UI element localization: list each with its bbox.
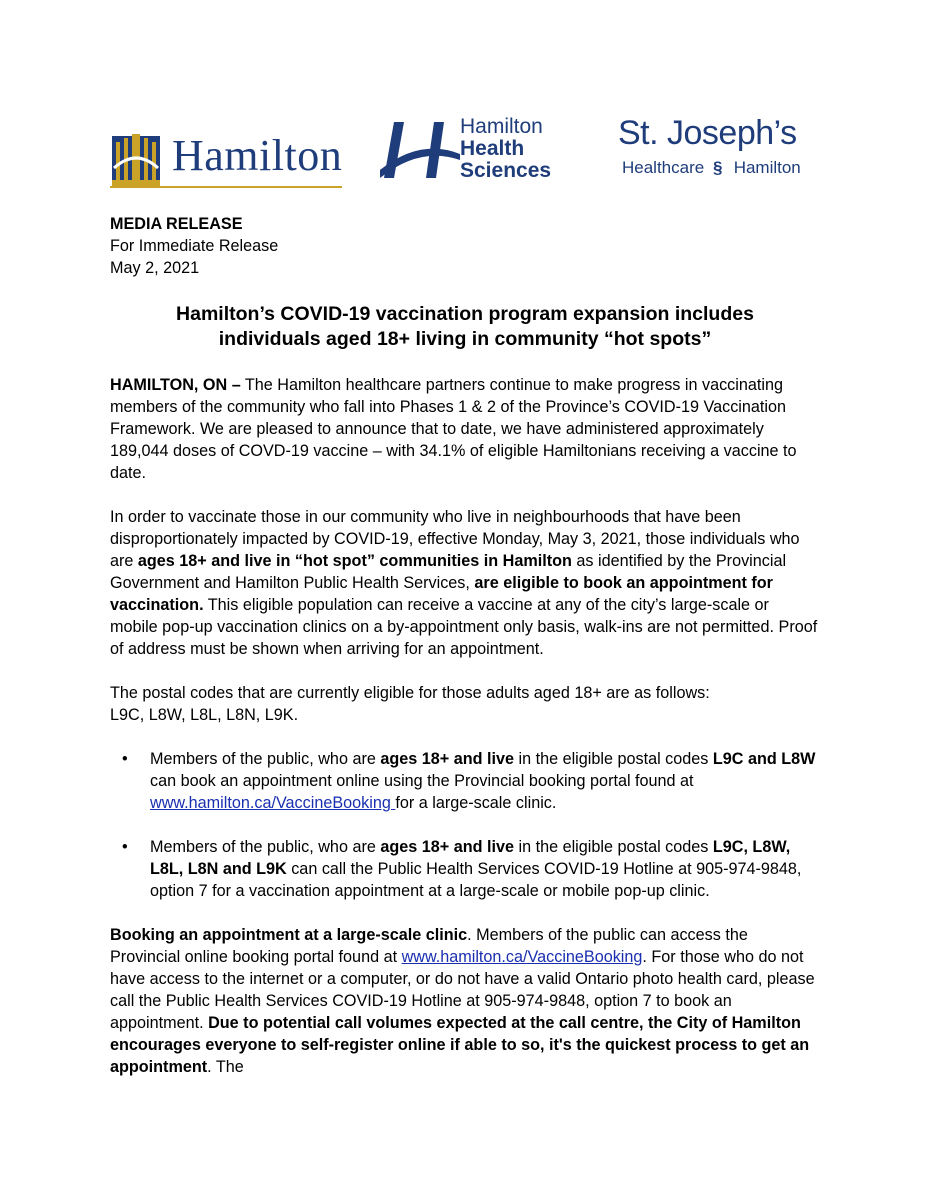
postal-codes-paragraph — [110, 682, 820, 726]
eligibility-paragraph — [110, 506, 820, 660]
hhs-wordmark-line-2: Health — [460, 137, 525, 160]
hamilton-crest-icon — [110, 128, 162, 188]
intro-text: The Hamilton healthcare partners continue to make progress in vaccinating members of the community who fall into Phases 1 & 2 of the Province’s COVID-19 Vaccination Framework. We are pleased to announce that to date, we have administered approximately 189,044 doses of COVD-19 vaccine – with 34.1% of eligible Hamiltonians receiving a vaccine to date. — [110, 376, 797, 482]
booking-text-3: . The — [207, 1058, 244, 1076]
sjh-subtitle — [622, 158, 801, 178]
list-item — [110, 748, 820, 814]
dateline: HAMILTON, ON – — [110, 376, 241, 394]
bullet-2-bold-1: ages 18+ and live — [380, 838, 514, 856]
hhs-wordmark-line-1: Hamilton — [460, 115, 543, 138]
booking-paragraph — [110, 924, 820, 1078]
sjh-subtitle-left: Healthcare — [622, 158, 705, 177]
headline — [110, 302, 820, 352]
bullet-1-text-2: in the eligible postal codes — [513, 750, 713, 768]
bullet-1-text-4: for a large-scale clinic. — [395, 794, 557, 812]
bullet-1-bold-2: L9C and L8W — [712, 750, 816, 768]
booking-text-1: . Members of the public can access the Provincial online booking portal found at — [110, 926, 748, 966]
booking-heading: Booking an appointment at a large-scale clinic — [110, 926, 468, 944]
eligibility-text-1: In order to vaccinate those in our community who live in neighbourhoods that have been disproportionately impacted by COVID-19, effective Monday, May 3, 2021, those individuals who are — [110, 508, 800, 570]
vaccine-booking-link[interactable]: www.hamilton.ca/VaccineBooking — [401, 948, 643, 966]
media-release-label: MEDIA RELEASE — [110, 215, 243, 233]
hamilton-wordmark: Hamilton — [172, 131, 343, 180]
vaccine-booking-link[interactable]: www.hamilton.ca/VaccineBooking — [150, 794, 396, 812]
intro-paragraph — [110, 374, 820, 484]
st-josephs-healthcare-logo — [610, 114, 810, 194]
sjh-subtitle-right: Hamilton — [733, 158, 801, 177]
sjh-wordmark: St. Joseph’s — [618, 114, 797, 152]
eligibility-bold-1: ages 18+ and live in “hot spot” communities in Hamilton — [137, 552, 572, 570]
release-header — [110, 213, 820, 279]
bullet-1-bold-1: ages 18+ and live — [380, 750, 514, 768]
hamilton-health-sciences-logo — [380, 112, 580, 192]
bullet-2-text-1: Members of the public, who are — [150, 838, 381, 856]
booking-bold-notice: Due to potential call volumes expected at the call centre, the City of Hamilton encourages everyone to self-register online if able to so, it's the quickest process to get an appointment — [110, 1014, 810, 1076]
press-release-body — [110, 213, 820, 1100]
bullet-2-bold-2: L9C, L8W, L8L, L8N and L9K — [150, 838, 791, 878]
eligibility-text-3: This eligible population can receive a vaccine at any of the city’s large-scale or mobile pop-up vaccination clinics on a by-appointment only basis, walk-ins are not permitted. Proof of address must be shown when arriving for an appointment. — [110, 596, 818, 658]
eligibility-bold-2: are eligible to book an appointment for vaccination. — [110, 574, 773, 614]
headline-line-1: Hamilton’s COVID-19 vaccination program expansion includes — [176, 303, 754, 325]
bullet-1-text-1: Members of the public, who are — [150, 750, 381, 768]
bullet-list — [110, 748, 820, 902]
eligibility-text-2: as identified by the Provincial Government and Hamilton Public Health Services, — [110, 552, 787, 592]
postal-codes-list: L9C, L8W, L8L, L8N, L9K. — [110, 706, 299, 724]
list-item — [110, 836, 820, 902]
hhs-wordmark-line-3: Sciences — [460, 159, 552, 182]
bullet-icon: • — [122, 750, 128, 768]
sjh-flame-icon: § — [712, 158, 723, 177]
release-type: For Immediate Release — [110, 237, 279, 255]
hhs-h-mark-icon — [380, 118, 460, 188]
logo-strip — [0, 112, 927, 202]
release-date: May 2, 2021 — [110, 259, 200, 277]
bullet-1-text-3: can book an appointment online using the Provincial booking portal found at — [150, 772, 694, 790]
bullet-2-text-3: can call the Public Health Services COVID-19 Hotline at 905-974-9848, option 7 for a vaccination appointment at a large-scale or mobile pop-up clinic. — [150, 860, 802, 900]
headline-line-2: individuals aged 18+ living in community “hot spots” — [218, 328, 712, 350]
hamilton-underline — [110, 186, 342, 190]
bullet-2-text-2: in the eligible postal codes — [513, 838, 713, 856]
city-of-hamilton-logo — [110, 126, 342, 186]
bullet-icon: • — [122, 838, 128, 856]
postal-codes-intro: The postal codes that are currently eligible for those adults aged 18+ are as follows: — [110, 684, 710, 702]
booking-text-2: . For those who do not have access to the internet or a computer, or do not have a valid Ontario photo health card, please call the Public Health Services COVID-19 Hotline at 905-974-9848, option 7 to book an appointment. — [110, 948, 815, 1032]
